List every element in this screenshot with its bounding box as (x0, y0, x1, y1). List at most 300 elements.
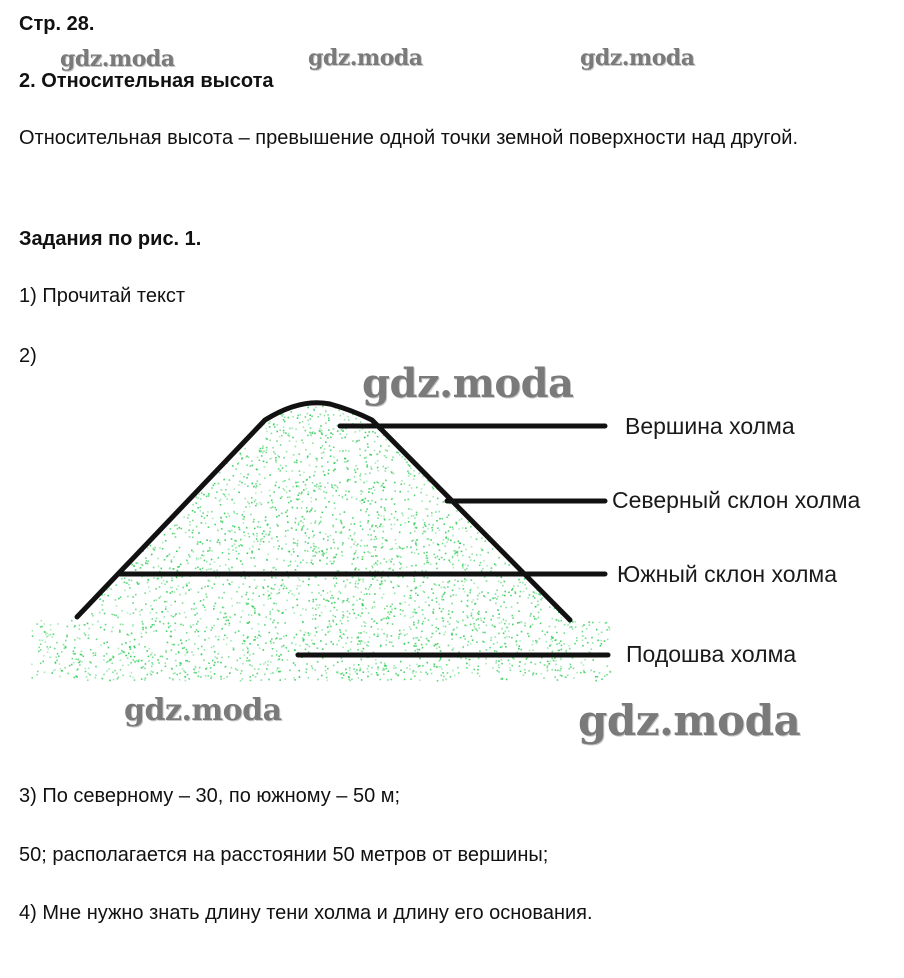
vegetation-dot (264, 477, 266, 479)
vegetation-dot (356, 498, 358, 500)
vegetation-dot (323, 471, 325, 473)
vegetation-dot (238, 492, 240, 494)
vegetation-dot (81, 651, 83, 653)
vegetation-dot (266, 449, 268, 451)
vegetation-dot (340, 433, 342, 435)
vegetation-dot (572, 657, 574, 659)
vegetation-dot (347, 460, 349, 462)
vegetation-dot (425, 508, 427, 510)
vegetation-dot (359, 455, 361, 457)
vegetation-dot (283, 488, 285, 490)
vegetation-dot (205, 609, 207, 611)
vegetation-dot (422, 476, 424, 478)
vegetation-dot (164, 601, 166, 603)
vegetation-dot (406, 546, 408, 548)
vegetation-dot (341, 437, 343, 439)
vegetation-dot (102, 600, 104, 602)
vegetation-dot (211, 627, 213, 629)
vegetation-dot (441, 675, 443, 677)
vegetation-dot (500, 606, 502, 608)
vegetation-dot (114, 670, 116, 672)
vegetation-dot (196, 623, 198, 625)
vegetation-dot (311, 592, 313, 594)
vegetation-dot (209, 550, 211, 552)
vegetation-dot (320, 595, 322, 597)
vegetation-dot (408, 521, 410, 523)
vegetation-dot (391, 471, 393, 473)
vegetation-dot (147, 582, 149, 584)
vegetation-dot (212, 587, 214, 589)
vegetation-dot (183, 670, 185, 672)
vegetation-dot (290, 564, 292, 566)
vegetation-dot (334, 485, 336, 487)
vegetation-dot (214, 606, 216, 608)
vegetation-dot (292, 428, 294, 430)
vegetation-dot (467, 565, 469, 567)
vegetation-dot (187, 674, 189, 676)
vegetation-dot (234, 532, 236, 534)
vegetation-dot (268, 541, 270, 543)
vegetation-dot (370, 466, 372, 468)
vegetation-dot (252, 593, 254, 595)
vegetation-dot (441, 611, 443, 613)
vegetation-dot (238, 587, 240, 589)
vegetation-dot (146, 560, 148, 562)
vegetation-dot (510, 669, 512, 671)
vegetation-dot (455, 594, 457, 596)
vegetation-dot (537, 601, 539, 603)
vegetation-dot (350, 649, 352, 651)
vegetation-dot (272, 502, 274, 504)
vegetation-dot (486, 565, 488, 567)
vegetation-dot (97, 621, 99, 623)
vegetation-dot (473, 599, 475, 601)
vegetation-dot (498, 613, 500, 615)
vegetation-dot (399, 532, 401, 534)
vegetation-dot (334, 602, 336, 604)
vegetation-dot (386, 561, 388, 563)
vegetation-dot (200, 557, 202, 559)
vegetation-dot (410, 617, 412, 619)
vegetation-dot (372, 556, 374, 558)
vegetation-dot (40, 626, 42, 628)
vegetation-dot (228, 568, 230, 570)
vegetation-dot (191, 608, 193, 610)
vegetation-dot (281, 646, 283, 648)
vegetation-dot (320, 414, 322, 416)
vegetation-dot (434, 583, 436, 585)
vegetation-dot (492, 667, 494, 669)
vegetation-dot (464, 591, 466, 593)
vegetation-dot (371, 673, 373, 675)
vegetation-dot (396, 452, 398, 454)
vegetation-dot (497, 670, 499, 672)
vegetation-dot (51, 672, 53, 674)
vegetation-dot (519, 596, 521, 598)
vegetation-dot (253, 486, 255, 488)
vegetation-dot (266, 668, 268, 670)
vegetation-dot (180, 639, 182, 641)
vegetation-dot (482, 641, 484, 643)
vegetation-dot (267, 502, 269, 504)
vegetation-dot (451, 603, 453, 605)
vegetation-dot (244, 535, 246, 537)
vegetation-dot (257, 637, 259, 639)
vegetation-dot (165, 606, 167, 608)
vegetation-dot (166, 658, 168, 660)
vegetation-dot (342, 611, 344, 613)
vegetation-dot (527, 633, 529, 635)
vegetation-dot (276, 440, 278, 442)
vegetation-dot (113, 656, 115, 658)
vegetation-dot (461, 518, 463, 520)
vegetation-dot (433, 496, 435, 498)
vegetation-dot (433, 554, 435, 556)
vegetation-dot (372, 525, 374, 527)
vegetation-dot (528, 636, 530, 638)
vegetation-dot (393, 665, 395, 667)
vegetation-dot (355, 550, 357, 552)
vegetation-dot (361, 679, 363, 681)
vegetation-dot (263, 663, 265, 665)
vegetation-dot (444, 592, 446, 594)
vegetation-dot (132, 564, 134, 566)
vegetation-dot (420, 492, 422, 494)
vegetation-dot (377, 560, 379, 562)
vegetation-dot (276, 536, 278, 538)
vegetation-dot (561, 649, 563, 651)
vegetation-dot (59, 663, 61, 665)
vegetation-dot (326, 492, 328, 494)
vegetation-dot (130, 648, 132, 650)
vegetation-dot (342, 617, 344, 619)
vegetation-dot (331, 595, 333, 597)
vegetation-dot (495, 662, 497, 664)
vegetation-dot (351, 679, 353, 681)
vegetation-dot (173, 673, 175, 675)
vegetation-dot (477, 532, 479, 534)
vegetation-dot (168, 627, 170, 629)
vegetation-dot (371, 500, 373, 502)
vegetation-dot (152, 624, 154, 626)
vegetation-dot (359, 448, 361, 450)
vegetation-dot (156, 599, 158, 601)
vegetation-dot (411, 487, 413, 489)
vegetation-dot (87, 623, 89, 625)
vegetation-dot (206, 627, 208, 629)
vegetation-dot (155, 620, 157, 622)
vegetation-dot (549, 606, 551, 608)
vegetation-dot (381, 619, 383, 621)
vegetation-dot (364, 552, 366, 554)
vegetation-dot (200, 600, 202, 602)
vegetation-dot (470, 559, 472, 561)
vegetation-dot (408, 642, 410, 644)
vegetation-dot (145, 557, 147, 559)
vegetation-dot (112, 627, 114, 629)
vegetation-dot (161, 583, 163, 585)
vegetation-dot (497, 596, 499, 598)
vegetation-dot (392, 457, 394, 459)
vegetation-dot (196, 629, 198, 631)
vegetation-dot (355, 472, 357, 474)
vegetation-dot (217, 618, 219, 620)
vegetation-dot (155, 547, 157, 549)
vegetation-dot (145, 628, 147, 630)
vegetation-dot (325, 634, 327, 636)
vegetation-dot (557, 679, 559, 681)
vegetation-dot (349, 479, 351, 481)
vegetation-dot (254, 636, 256, 638)
vegetation-dot (464, 578, 466, 580)
answer-4: 4) Мне нужно знать длину тени холма и длину его основания. (19, 902, 593, 924)
vegetation-dot (372, 608, 374, 610)
vegetation-dot (151, 674, 153, 676)
vegetation-dot (359, 475, 361, 477)
vegetation-dot (331, 487, 333, 489)
vegetation-dot (470, 526, 472, 528)
vegetation-dot (316, 552, 318, 554)
vegetation-dot (548, 663, 550, 665)
vegetation-dot (108, 647, 110, 649)
vegetation-dot (436, 666, 438, 668)
vegetation-dot (410, 678, 412, 680)
vegetation-dot (262, 445, 264, 447)
vegetation-dot (400, 524, 402, 526)
vegetation-dot (413, 540, 415, 542)
vegetation-dot (288, 565, 290, 567)
vegetation-dot (432, 529, 434, 531)
vegetation-dot (410, 597, 412, 599)
vegetation-dot (203, 494, 205, 496)
vegetation-dot (296, 462, 298, 464)
vegetation-dot (445, 679, 447, 681)
vegetation-dot (325, 435, 327, 437)
vegetation-dot (234, 503, 236, 505)
vegetation-dot (416, 627, 418, 629)
vegetation-dot (356, 673, 358, 675)
vegetation-dot (264, 624, 266, 626)
vegetation-dot (297, 494, 299, 496)
vegetation-dot (312, 482, 314, 484)
vegetation-dot (387, 467, 389, 469)
vegetation-dot (421, 631, 423, 633)
vegetation-dot (367, 435, 369, 437)
vegetation-dot (73, 650, 75, 652)
vegetation-dot (572, 628, 574, 630)
vegetation-dot (361, 612, 363, 614)
vegetation-dot (370, 534, 372, 536)
vegetation-dot (599, 622, 601, 624)
vegetation-dot (452, 611, 454, 613)
vegetation-dot (136, 582, 138, 584)
vegetation-dot (361, 658, 363, 660)
vegetation-dot (414, 517, 416, 519)
vegetation-dot (423, 576, 425, 578)
vegetation-dot (384, 580, 386, 582)
vegetation-dot (140, 633, 142, 635)
vegetation-dot (485, 663, 487, 665)
vegetation-dot (271, 500, 273, 502)
vegetation-dot (454, 675, 456, 677)
vegetation-dot (281, 585, 283, 587)
vegetation-dot (204, 560, 206, 562)
vegetation-dot (426, 638, 428, 640)
vegetation-dot (249, 654, 251, 656)
vegetation-dot (536, 673, 538, 675)
vegetation-dot (188, 530, 190, 532)
vegetation-dot (439, 530, 441, 532)
vegetation-dot (151, 652, 153, 654)
vegetation-dot (179, 662, 181, 664)
vegetation-dot (220, 498, 222, 500)
vegetation-dot (229, 515, 231, 517)
vegetation-dot (380, 662, 382, 664)
vegetation-dot (218, 639, 220, 641)
vegetation-dot (374, 634, 376, 636)
vegetation-dot (513, 658, 515, 660)
vegetation-dot (242, 610, 244, 612)
vegetation-dot (427, 509, 429, 511)
vegetation-dot (549, 661, 551, 663)
vegetation-dot (365, 588, 367, 590)
vegetation-dot (202, 604, 204, 606)
vegetation-dot (366, 644, 368, 646)
vegetation-dot (571, 626, 573, 628)
vegetation-dot (325, 670, 327, 672)
vegetation-dot (576, 672, 578, 674)
vegetation-dot (313, 643, 315, 645)
vegetation-dot (220, 504, 222, 506)
vegetation-dot (50, 624, 52, 626)
vegetation-dot (292, 416, 294, 418)
vegetation-dot (447, 539, 449, 541)
vegetation-dot (220, 517, 222, 519)
vegetation-dot (384, 665, 386, 667)
vegetation-dot (550, 644, 552, 646)
vegetation-dot (598, 639, 600, 641)
vegetation-dot (390, 581, 392, 583)
vegetation-dot (268, 423, 270, 425)
vegetation-dot (446, 517, 448, 519)
vegetation-dot (240, 454, 242, 456)
vegetation-dot (351, 539, 353, 541)
vegetation-dot (322, 512, 324, 514)
vegetation-dot (342, 673, 344, 675)
vegetation-dot (257, 526, 259, 528)
vegetation-dot (131, 672, 133, 674)
vegetation-dot (377, 628, 379, 630)
vegetation-dot (536, 642, 538, 644)
vegetation-dot (415, 543, 417, 545)
vegetation-dot (265, 642, 267, 644)
vegetation-dot (124, 590, 126, 592)
vegetation-dot (466, 625, 468, 627)
vegetation-dot (95, 652, 97, 654)
vegetation-dot (368, 588, 370, 590)
vegetation-dot (362, 604, 364, 606)
vegetation-dot (253, 653, 255, 655)
vegetation-dot (450, 617, 452, 619)
vegetation-dot (195, 502, 197, 504)
vegetation-dot (196, 557, 198, 559)
vegetation-dot (189, 524, 191, 526)
vegetation-dot (462, 527, 464, 529)
vegetation-dot (228, 559, 230, 561)
vegetation-dot (275, 509, 277, 511)
vegetation-dot (305, 609, 307, 611)
vegetation-dot (234, 544, 236, 546)
vegetation-dot (198, 671, 200, 673)
vegetation-dot (192, 510, 194, 512)
vegetation-dot (422, 614, 424, 616)
vegetation-dot (383, 516, 385, 518)
vegetation-dot (224, 533, 226, 535)
vegetation-dot (259, 647, 261, 649)
vegetation-dot (325, 506, 327, 508)
vegetation-dot (405, 650, 407, 652)
vegetation-dot (273, 491, 275, 493)
vegetation-dot (340, 521, 342, 523)
vegetation-dot (83, 656, 85, 658)
vegetation-dot (364, 545, 366, 547)
vegetation-dot (303, 639, 305, 641)
vegetation-dot (506, 636, 508, 638)
vegetation-dot (342, 527, 344, 529)
vegetation-dot (185, 617, 187, 619)
vegetation-dot (357, 544, 359, 546)
vegetation-dot (435, 532, 437, 534)
vegetation-dot (153, 548, 155, 550)
vegetation-dot (260, 448, 262, 450)
vegetation-dot (512, 624, 514, 626)
vegetation-dot (428, 597, 430, 599)
vegetation-dot (312, 442, 314, 444)
vegetation-dot (417, 637, 419, 639)
vegetation-dot (251, 628, 253, 630)
vegetation-dot (362, 428, 364, 430)
vegetation-dot (169, 554, 171, 556)
vegetation-dot (333, 542, 335, 544)
vegetation-dot (498, 671, 500, 673)
vegetation-dot (520, 591, 522, 593)
vegetation-dot (503, 619, 505, 621)
vegetation-dot (246, 455, 248, 457)
vegetation-dot (275, 569, 277, 571)
vegetation-dot (318, 584, 320, 586)
vegetation-dot (459, 547, 461, 549)
vegetation-dot (470, 624, 472, 626)
vegetation-dot (318, 607, 320, 609)
vegetation-dot (569, 648, 571, 650)
vegetation-dot (385, 499, 387, 501)
vegetation-dot (415, 645, 417, 647)
vegetation-dot (487, 552, 489, 554)
vegetation-dot (359, 430, 361, 432)
vegetation-dot (316, 460, 318, 462)
vegetation-dot (219, 500, 221, 502)
vegetation-dot (336, 519, 338, 521)
vegetation-dot (220, 612, 222, 614)
vegetation-dot (504, 563, 506, 565)
vegetation-dot (386, 618, 388, 620)
vegetation-dot (282, 659, 284, 661)
vegetation-dot (570, 664, 572, 666)
vegetation-dot (540, 594, 542, 596)
vegetation-dot (332, 620, 334, 622)
vegetation-dot (408, 517, 410, 519)
vegetation-dot (210, 629, 212, 631)
